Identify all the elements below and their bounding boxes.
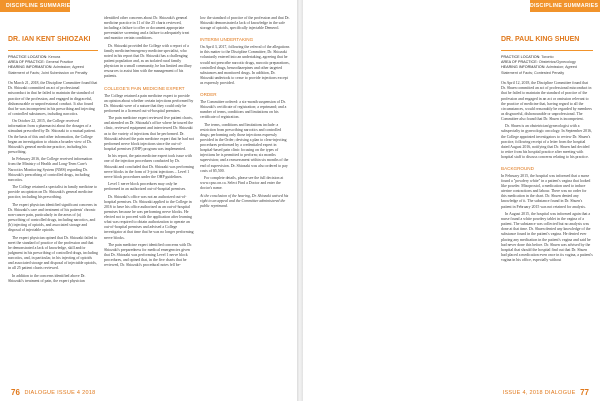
right-column-1 xyxy=(501,22,593,265)
meta-value: Kenora xyxy=(48,54,61,59)
body-paragraph: On October 22, 2015, the College received information from a pharmacist about the dosages of a stimulant prescribed by Dr. Shiozaki to a mutual patient. On the basis of this and other information, the College began an investigation to obtain a broader view of Dr. Shiozaki's general medicine practice, including his prescribing. xyxy=(8,119,96,154)
body-paragraph: Level 1 nerve block procedures may only be performed in an authorized out-of-hospital premises. xyxy=(104,182,187,192)
left-page xyxy=(0,0,297,401)
body-paragraph: In his report, the pain medicine expert took issue with one of the injection procedures conducted by Dr. Shiozaki and concluded that Dr. Shiozaki was performing nerve blocks in the form of 3-joint injections – Level 1 nerve block procedures under the OHP guidelines. xyxy=(104,154,194,179)
case-title: DR. PAUL KING SHUEN xyxy=(501,36,580,43)
meta-value: Admission; Agreed Statement of Facts; Contested Penalty xyxy=(501,65,577,75)
body-paragraph: Dr. Shiozaki provided the College with a report of a family medicine/emergency medicine specialist, who noted in his report that Dr. Shiozaki has a challenging patient population and, as an isolated rural family physician in a small community, he has limited ancillary resources to assist him with the management of his patients. xyxy=(104,43,192,79)
meta-label: HEARING INFORMATION: xyxy=(501,65,546,70)
meta-label: PRACTICE LOCATION: xyxy=(8,54,48,59)
body-paragraph: The Committee ordered: a six-month suspension of Dr. Shiozaki's certificate of registration; a reprimand; and a number of terms, conditions and limitations on his certificate of registration. xyxy=(200,100,287,120)
section-heading: COLLEGE'S PAIN MEDICINE EXPERT xyxy=(104,85,185,91)
meta-value: Obstetrics/Gynecology xyxy=(538,60,576,64)
body-paragraph: For complete details, please see the full decision at www.cpso.on.ca. Select Find a Doctor and enter the doctor's name. xyxy=(200,176,284,191)
body-paragraph: low the standard of practice of the profession and that Dr. Shiozaki demonstrated a lack of knowledge in the safe storage of opioids, specifically injectable Demerol. xyxy=(200,16,290,31)
case-title: DR. IAN KENT SHIOZAKI xyxy=(8,36,91,43)
section-heading: BACKGROUND xyxy=(501,166,534,172)
title-rule xyxy=(8,50,98,51)
right-page xyxy=(303,0,600,401)
section-heading: INTERIM UNDERTAKING xyxy=(200,37,254,43)
body-paragraph: The College retained a specialist in family medicine to provide an opinion on Dr. Shiozaki's general medicine practice, including his prescribing. xyxy=(8,185,98,200)
page-footer xyxy=(8,388,96,397)
body-paragraph: Dr. Shiozaki's office was not an authorized out-of-hospital premises. Dr. Shiozaki applied to the College in 2016 to have his office authorized as an out-of-hospital premises because he was performing nerve blocks. He elected not to proceed with the application after learning what was required to obtain authorization to operate an out-of-hospital premises and advised a College investigator at that time that he was no longer performing nerve blocks. xyxy=(104,194,194,240)
publication-name: DIALOGUE ISSUE 4 2018 xyxy=(24,390,96,396)
body-paragraph: The terms, conditions and limitations include: a restriction from prescribing narcotics and controlled drugs; performing only those injections expressly provided in the Order; devising a plan to clear-injecting procedures performed by a credentialed expert in hospital-based pain clinic focusing on the types of injections he is permitted to perform; six months supervision; and a reassessment within six months of the end of supervision. Dr. Shiozaki was also ordered to pay costs of $5,500. xyxy=(200,122,289,173)
meta-label: PRACTICE LOCATION: xyxy=(501,54,541,59)
title-rule xyxy=(501,50,593,51)
meta-value: Admission; Agreed Statement of Facts; Joint Submission on Penalty xyxy=(8,65,88,75)
section-label: DISCIPLINE SUMMARIES xyxy=(530,3,599,9)
body-paragraph: On April 12, 2018, the Discipline Committee found that Dr. Shuen committed an act of professional misconduct in that he failed to maintain the standard of practice of the profession and engaged in an act or omission relevant to the practice of medicine that, having regard to all the circumstances, would reasonably be regarded by members as disgraceful, dishonourable or unprofessional. The Committee also found that Dr. Shuen is incompetent. xyxy=(501,81,592,121)
body-paragraph: In February 2016, the College received information from the Ministry of Health and Long-Term Care's Narcotics Monitoring System (NMS) regarding Dr. Shiozaki's prescribing of controlled drugs, including narcotics. xyxy=(8,157,93,182)
body-paragraph: identified other concerns about Dr. Shiozaki's general medicine practice in 11 of the 25 charts reviewed, including a failure to offer or document appropriate preventative screening and a failure to adequately treat and monitor certain conditions. xyxy=(104,16,190,41)
meta-label: HEARING INFORMATION: xyxy=(8,65,53,70)
body-paragraph: On April 3, 2017, following the referral of the allegations in this matter to the Discipline Committee, Dr. Shiozaki voluntarily entered into an undertaking, agreeing that he would not prescribe narcotic drugs, narcotic preparations, controlled drugs, benzodiazepines and other targeted substances and monitored drugs. In addition, Dr. Shiozaki undertook to cease to provide injections except as expressly provided. xyxy=(200,45,290,85)
body-paragraph: The expert physician identified significant concerns in Dr. Shiozaki's care and treatment of his patients' chronic non-cancer pain, particularly in the areas of (a) prescribing of controlled drugs, including narcotics, and (b) injecting of opioids, and associated storage and disposal of injectable opioids. xyxy=(8,202,97,233)
meta-hearing-information xyxy=(501,65,593,76)
left-column-2 xyxy=(104,16,194,271)
left-column-3 xyxy=(200,16,290,211)
meta-value: General Practice xyxy=(45,60,74,64)
body-paragraph: The expert physician opined that Dr. Shiozaki failed to meet the standard of practice of the profession and that he demonstrated a lack of knowledge, skill and/or judgment in his prescribing of controlled drugs, including narcotics, and, in particular, in his injecting of opioids and associated storage and disposal of injectable opioids, in all 25 patient charts reviewed. xyxy=(8,235,98,271)
meta-label: AREA OF PRACTICE: xyxy=(8,60,45,64)
body-paragraph: In addition to the concerns identified above Dr. Shiozaki's treatment of pain, the expert physician xyxy=(8,273,86,283)
left-column-1 xyxy=(8,22,98,286)
section-header-band xyxy=(0,0,75,12)
page-footer xyxy=(503,388,592,397)
meta-value: Toronto xyxy=(541,54,554,59)
closing-note: At the conclusion of the hearing, Dr. Shiozaki waived his right to an appeal and the Committee administered the public reprimand. xyxy=(200,193,289,208)
body-paragraph: In February 2015, the hospital was informed that a nurse found a "powdery white" in a patient's vagina that looked like powder. Misoprostol, a medication used to induce uterine contractions and labour. There was no order for this medication in the chart. Dr. Shuen denied any knowledge of it. The substance found in Dr. Shuen's patient in February 2015 was not retained for analysis. xyxy=(501,174,591,209)
meta-label: AREA OF PRACTICE: xyxy=(501,60,538,64)
body-paragraph: Dr. Shuen is an obstetrician/gynecologist with a subspecialty in gynecologic oncology. In September 2016, the College appointed investigators to review Dr. Shuen's practice, following receipt of a letter from the hospital dated August 2016, notifying that Dr. Shuen had decided to retire from his hospital practice after meeting with hospital staff to discuss concerns relating to his practice. xyxy=(501,124,592,159)
section-heading: ORDER xyxy=(200,92,217,98)
body-paragraph: In August 2015, the hospital was informed again that a nurse found a white powdery tablet in the vagina of a patient. The substance was collected but no analysis was done at that time. Dr. Shuen denied any knowledge of the substance found in the patient's vagina. He denied ever placing any medication in the patient's vagina and said he had never done this before. Dr. Shuen was advised by the hospital that should the hospital find out that Dr. Shuen had placed a medication even once in its vagina, a patient's vagina in his office, especially without xyxy=(501,212,593,262)
page-number: 77 xyxy=(580,388,589,397)
page-number: 76 xyxy=(11,388,20,397)
publication-name: ISSUE 4, 2018 DIALOGUE xyxy=(502,390,576,396)
section-label: DISCIPLINE SUMMARIES xyxy=(6,3,75,9)
body-paragraph: The pain medicine expert identified concerns with Dr. Shiozaki's preparedness for medical emergencies given that Dr. Shiozaki was performing Level 1 nerve block procedures, and opined that, in the five charts that he reviewed, Dr. Shiozaki's procedural notes fell be- xyxy=(104,243,193,268)
body-paragraph: On March 21, 2018, the Discipline Committee found that Dr. Shiozaki committed an act of professional misconduct in that he failed to maintain the standard of practice of the profession, and engaged in disgraceful, dishonourable or unprofessional conduct. It also found that he was incompetent in his prescribing and injecting of controlled substances, including narcotics. xyxy=(8,81,98,116)
meta-hearing-information xyxy=(8,65,98,76)
body-paragraph: The College retained a pain medicine expert to provide an opinion about whether certain injections performed by Dr. Shiozaki were of a nature that they could only be performed in a licensed out-of-hospital premises. xyxy=(104,93,194,113)
body-paragraph: The pain medicine expert reviewed five patient charts, and attended on Dr. Shiozaki's office where he toured the clinic, reviewed equipment and interviewed Dr. Shiozaki as to the variety of injections that he performed. Dr. Shiozaki advised the pain medicine expert that he had not performed nerve block injections since the out-of-hospital premises (OHP) program was implemented. xyxy=(104,116,194,151)
section-header-band xyxy=(530,0,600,12)
